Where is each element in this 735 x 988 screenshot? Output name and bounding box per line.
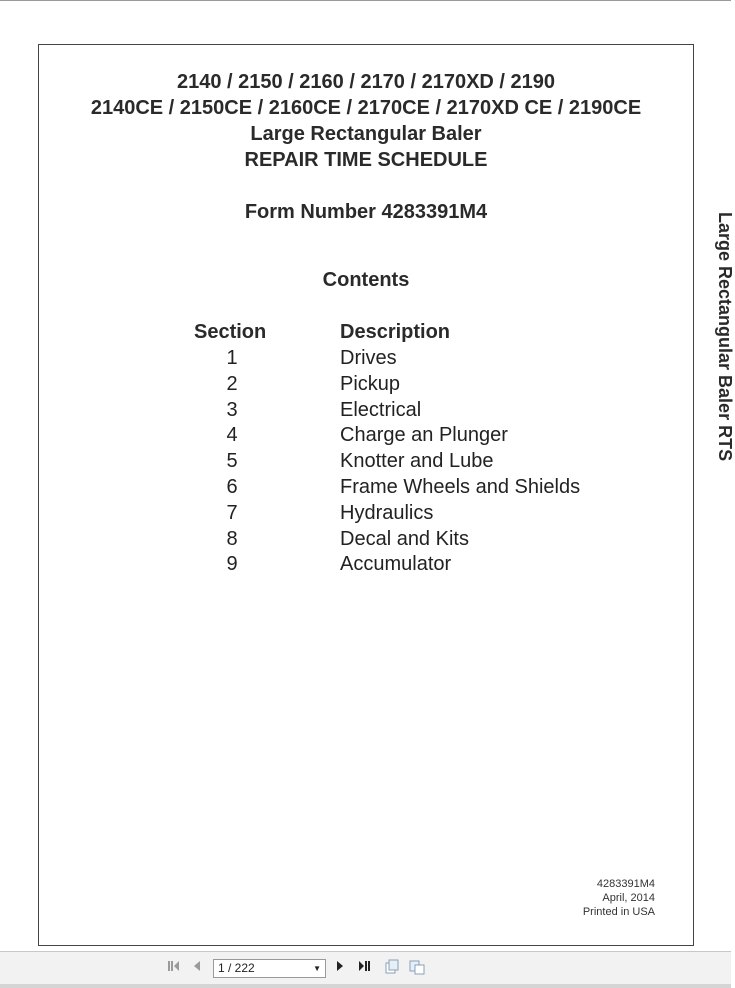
- contents-row[interactable]: [39, 476, 693, 502]
- dropdown-caret-icon: ▼: [313, 964, 321, 973]
- contents-row[interactable]: [39, 399, 693, 425]
- contents-row[interactable]: [39, 528, 693, 554]
- footer-printed: Printed in USA: [582, 906, 655, 918]
- section-description: Accumulator: [340, 553, 452, 576]
- section-description: Decal and Kits: [340, 527, 469, 550]
- contents-list: [39, 347, 693, 579]
- section-number: 1: [226, 347, 238, 369]
- last-page-icon[interactable]: [356, 959, 374, 977]
- form-number: Form Number 4283391M4: [244, 201, 488, 223]
- contents-row[interactable]: [39, 373, 693, 399]
- page-number-select[interactable]: [213, 959, 326, 978]
- section-description: Frame Wheels and Shields: [340, 475, 581, 498]
- section-description: Knotter and Lube: [340, 450, 494, 473]
- section-description: Electrical: [340, 398, 422, 421]
- contents-row[interactable]: [39, 424, 693, 450]
- section-number: 5: [226, 450, 238, 473]
- page-indicator: 1 / 222: [218, 961, 255, 975]
- pdf-navigation-toolbar: [0, 951, 731, 988]
- model-list-ce-title: 2140CE / 2150CE / 2160CE / 2170CE / 2170XD CE / 2190CE: [90, 97, 642, 119]
- section-description: Hydraulics: [340, 501, 434, 524]
- section-description: Charge an Plunger: [340, 424, 508, 447]
- footer-date: April, 2014: [602, 892, 655, 904]
- description-column-header: Description: [340, 321, 451, 343]
- export-page-icon[interactable]: [408, 959, 426, 977]
- print-info: [583, 877, 655, 919]
- status-strip: [0, 984, 731, 988]
- section-column-header: Section: [194, 321, 267, 343]
- contents-row[interactable]: [39, 347, 693, 373]
- next-page-icon[interactable]: [333, 959, 347, 977]
- model-list-title: 2140 / 2150 / 2160 / 2170 / 2170XD / 2190: [176, 71, 556, 93]
- top-rule: [0, 0, 731, 1]
- contents-row[interactable]: [39, 502, 693, 528]
- product-title: Large Rectangular Baler: [250, 123, 482, 145]
- contents-row[interactable]: [39, 553, 693, 579]
- schedule-title: REPAIR TIME SCHEDULE: [244, 149, 488, 171]
- section-number: 8: [226, 527, 238, 550]
- section-number: 9: [226, 553, 238, 576]
- footer-form-code: 4283391M4: [596, 878, 655, 890]
- previous-page-icon[interactable]: [190, 959, 204, 977]
- document-page: [38, 44, 694, 946]
- section-number: 2: [226, 372, 238, 395]
- contents-row[interactable]: [39, 450, 693, 476]
- side-tab-label: Large Rectangular Baler RTS: [715, 212, 735, 462]
- section-number: 7: [226, 501, 238, 524]
- section-description: Pickup: [340, 372, 401, 395]
- section-number: 6: [226, 475, 238, 498]
- contents-heading: Contents: [322, 269, 410, 291]
- section-description: Drives: [340, 347, 397, 369]
- section-number: 4: [226, 424, 238, 447]
- first-page-icon[interactable]: [165, 959, 181, 977]
- section-number: 3: [226, 398, 238, 421]
- copy-page-icon[interactable]: [383, 959, 401, 977]
